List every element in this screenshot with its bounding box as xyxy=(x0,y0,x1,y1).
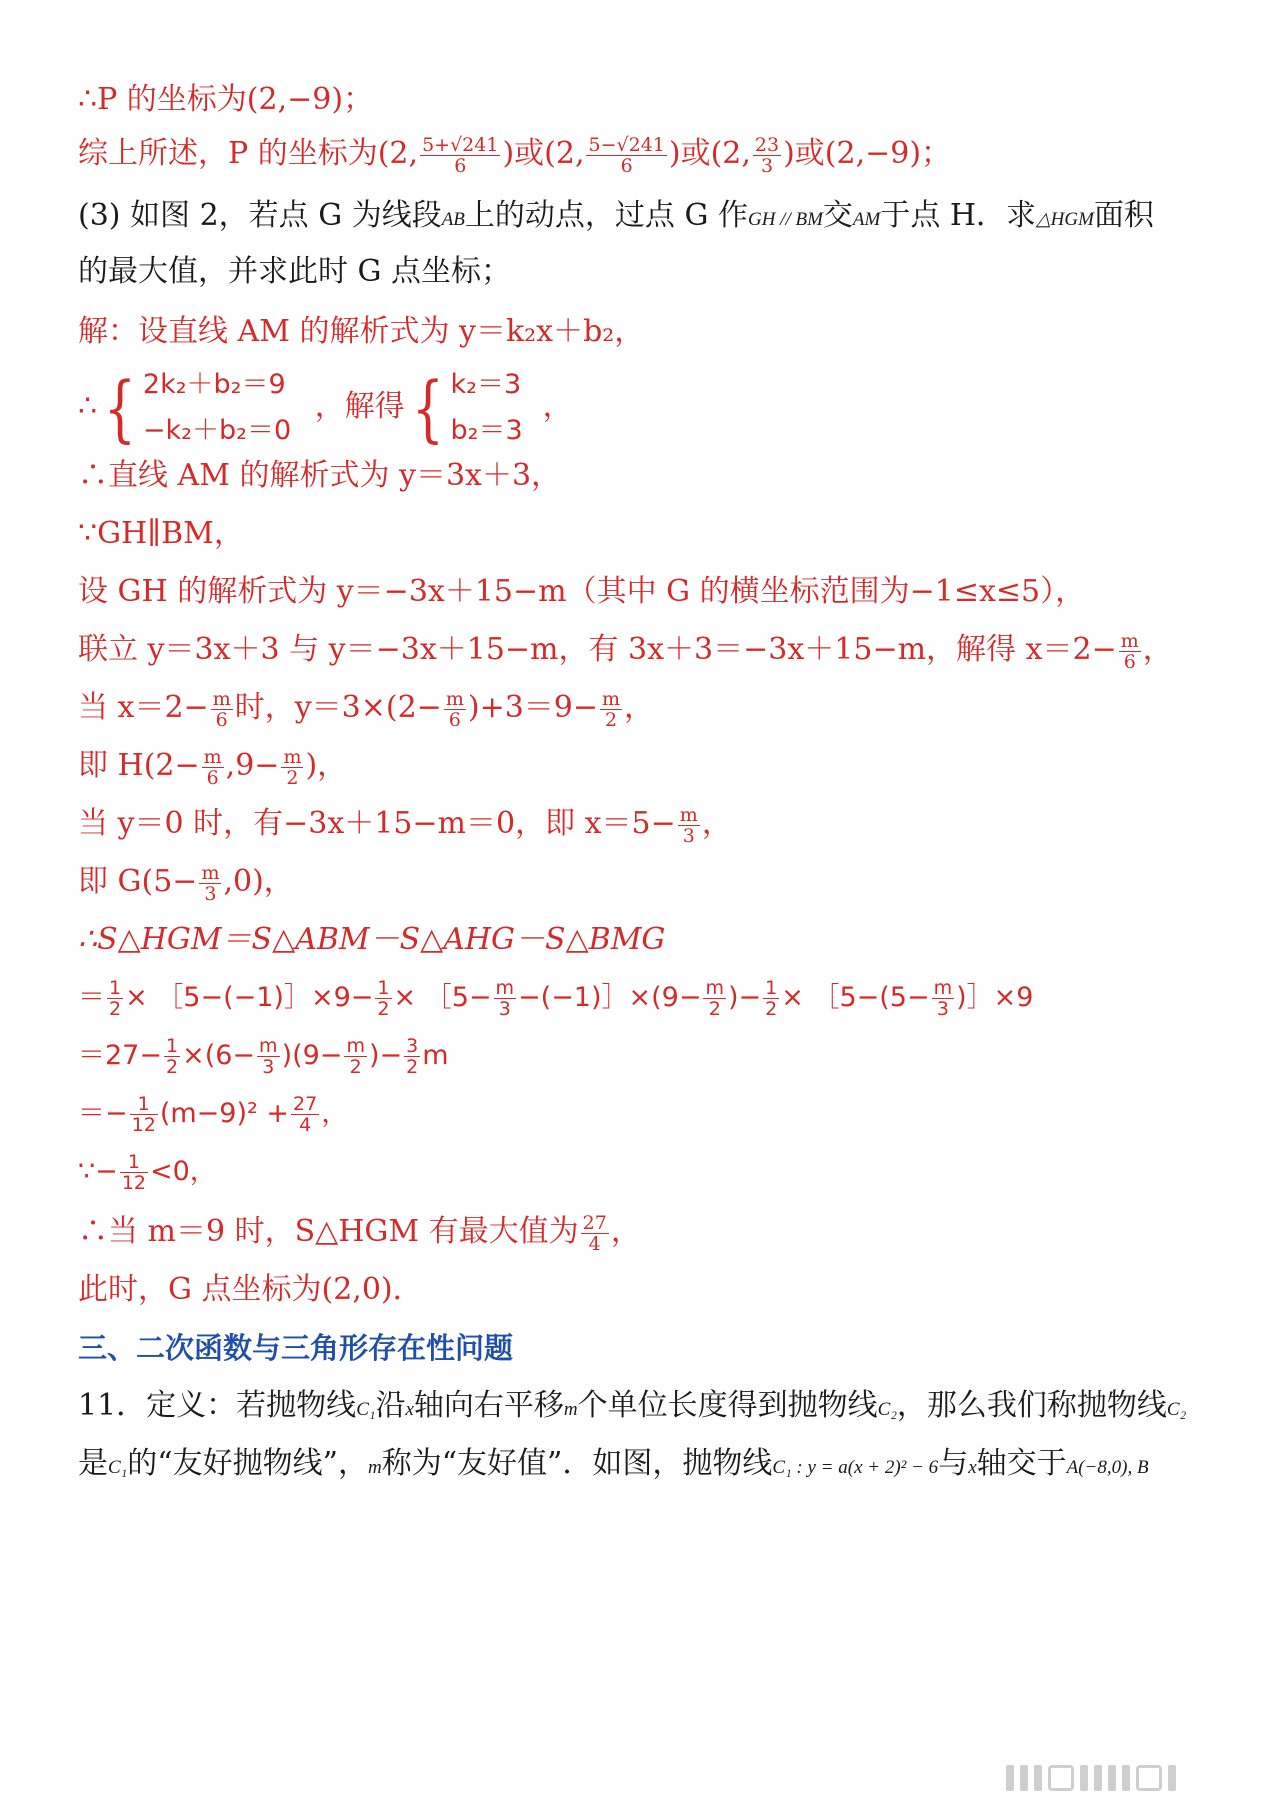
answer-line: ＝ $\frac{1}{2}$ × ［5−(−1)］×9− $\frac{1}{2}$ × ［5− $\frac{m}{3}$ −(−1)］×(9− $\frac{m}{2}$ )− $\frac{1}{2}$ × ［5−(5− $\frac{m}{3}$ )］×9 xyxy=(78,977,1034,1020)
question-line: 是C₁的“友好抛物线”，m称为“友好值”．如图，抛物线C₁ : y = a(x + 2)² − 6与x轴交于A(−8,0), B xyxy=(78,1446,1149,1481)
fraction: $\frac{5-√241}{6}$ xyxy=(588,133,665,177)
answer-line: ∴S△HGM＝S△ABM－S△AHG－S△BMG xyxy=(78,922,666,957)
answer-line: ∴P 的坐标为(2,−9)； xyxy=(78,82,374,117)
answer-line: ∴当 m＝9 时，S△HGM 有最大值为 $\frac{27}{4}$ ， xyxy=(78,1211,641,1255)
fraction: $\frac{23}{3}$ xyxy=(754,133,780,177)
answer-line: ＝− $\frac{1}{12}$ (m−9)² + $\frac{27}{4}$ ， xyxy=(78,1093,349,1136)
answer-line: 此时，G 点坐标为(2,0)． xyxy=(78,1272,423,1307)
question-line: 的最大值，并求此时 G 点坐标； xyxy=(78,254,512,289)
answer-line: 当 x＝2− $\frac{m}{6}$ 时，y＝3×(2− $\frac{m}{6}$ )+3＝9− $\frac{m}{2}$ ， xyxy=(78,687,655,731)
answer-line: ∵GH∥BM， xyxy=(78,516,244,551)
answer-line: ∴直线 AM 的解析式为 y＝3x＋3， xyxy=(78,458,562,493)
answer-line: 即 H(2− $\frac{m}{6}$ ,9− $\frac{m}{2}$ )， xyxy=(78,745,348,789)
answer-line: 设 GH 的解析式为 y＝−3x＋15−m（其中 G 的横坐标范围为−1≤x≤5）， xyxy=(78,574,1086,609)
fraction: $\frac{5+√241}{6}$ xyxy=(422,133,499,177)
question-line: 11．定义：若抛物线C₁沿x轴向右平移m个单位长度得到抛物线C₂，那么我们称抛物线C₂ xyxy=(78,1388,1187,1423)
answer-line: 联立 y＝3x＋3 与 y＝−3x＋15−m，有 3x＋3＝−3x＋15−m，解得 x＝2− $\frac{m}{6}$ ， xyxy=(78,629,1173,673)
answer-line: ＝27− $\frac{1}{2}$ ×(6− $\frac{m}{3}$ )(9− $\frac{m}{2}$ )− $\frac{3}{2}$ m xyxy=(78,1035,449,1078)
answer-line: ∵− $\frac{1}{12}$ <0， xyxy=(78,1151,217,1194)
section-heading: 三、二次函数与三角形存在性问题 xyxy=(78,1331,514,1365)
equation-system: ∴{ 2k₂＋b₂＝9 −k₂＋b₂＝0 ，解得{ k₂＝3 b₂＝3 ， xyxy=(78,366,573,450)
answer-line: 综上所述，P 的坐标为(2, $\frac{5+√241}{6}$ )或(2, $\frac{5-√241}{6}$ )或(2, $\frac{23}{3}$ )或(2,−9)； xyxy=(78,133,952,177)
answer-line: 即 G(5− $\frac{m}{3}$ ,0)， xyxy=(78,861,294,905)
watermark-logo-icon xyxy=(1006,1758,1250,1798)
question-line: (3) 如图 2，若点 G 为线段AB上的动点，过点 G 作GH // BM交AM于点 H．求△HGM面积 xyxy=(78,198,1154,233)
answer-line: 解：设直线 AM 的解析式为 y＝k₂x＋b₂， xyxy=(78,314,645,349)
answer-line: 当 y＝0 时，有−3x＋15−m＝0，即 x＝5− $\frac{m}{3}$ ， xyxy=(78,803,732,847)
